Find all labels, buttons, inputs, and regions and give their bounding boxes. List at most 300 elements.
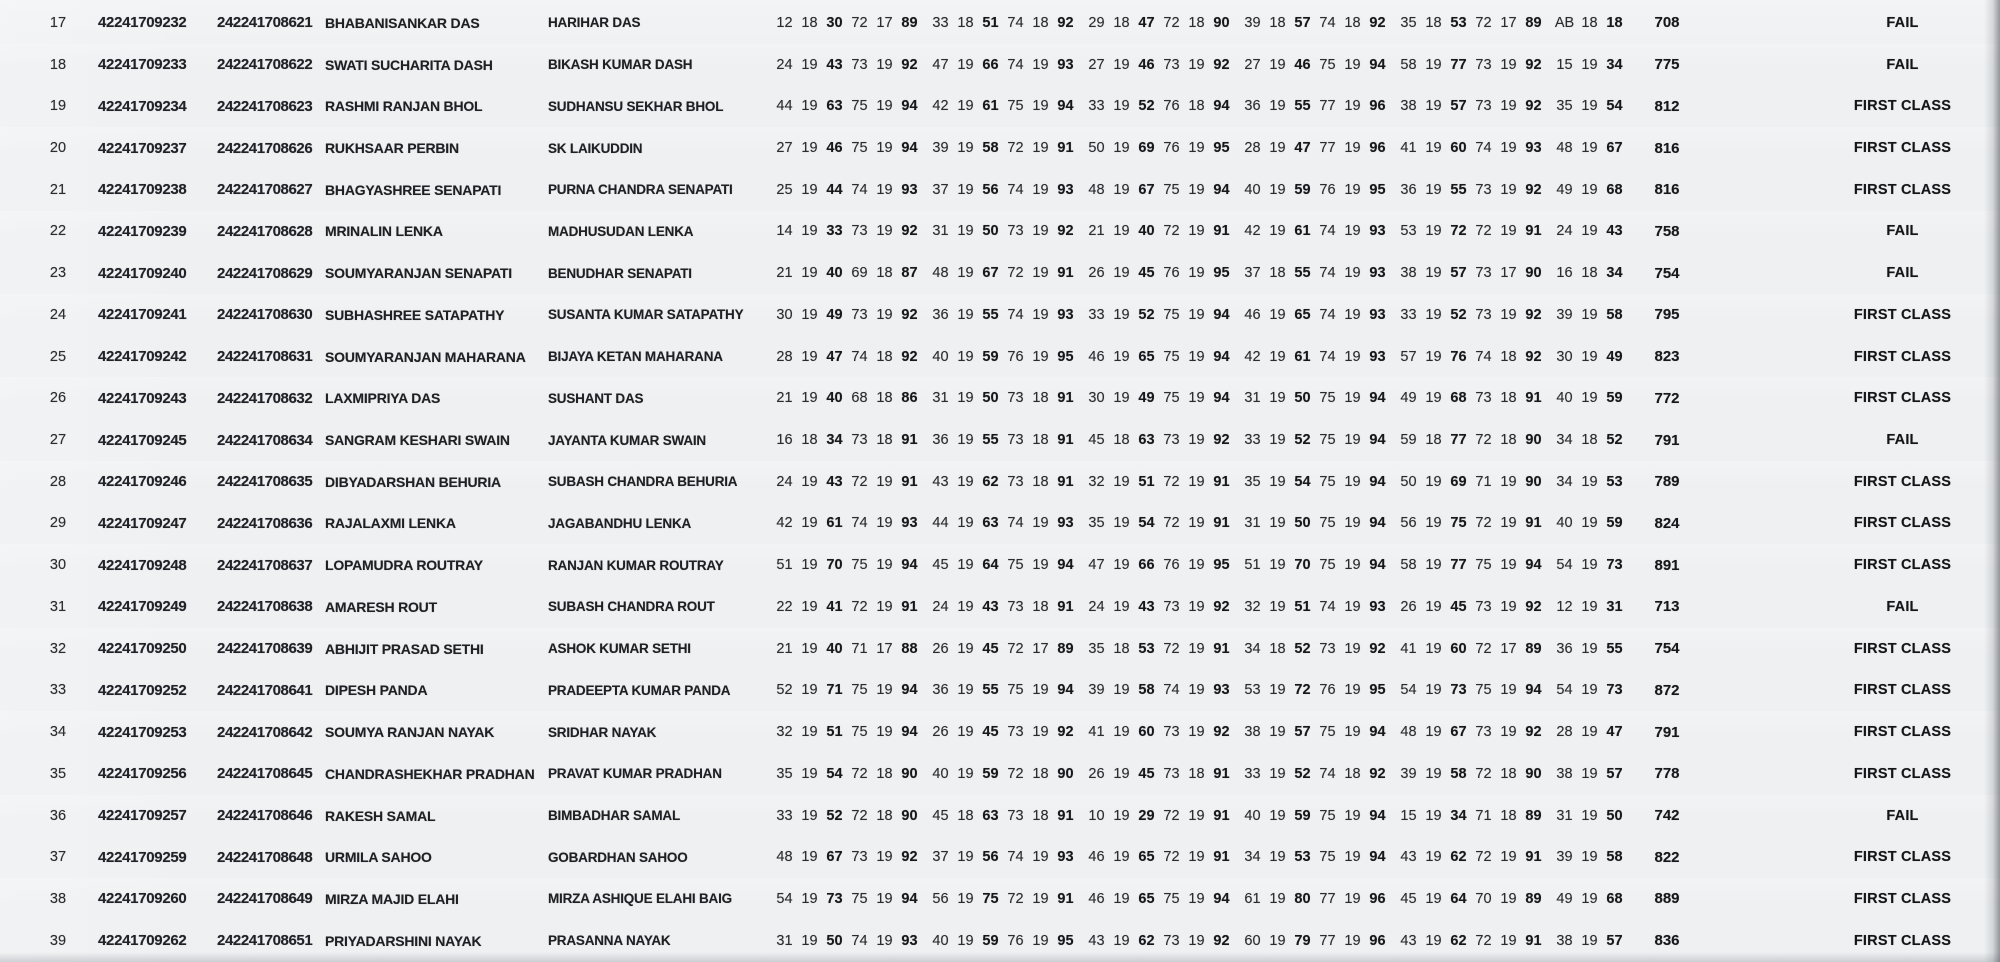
mark-cell: 19 — [1581, 724, 1598, 741]
mark-cell: 94 — [1213, 98, 1230, 115]
mark-cell: 50 — [982, 223, 999, 240]
mark-cell: 31 — [1556, 807, 1573, 824]
mark-cell: 74 — [1319, 348, 1336, 365]
serial-cell: 21 — [49, 181, 67, 198]
mark-cell: 95 — [1213, 557, 1230, 574]
mark-cell: 94 — [1057, 682, 1074, 699]
mark-cell: 77 — [1450, 56, 1467, 73]
mark-cell: 91 — [1213, 849, 1230, 866]
student-name-cell: RAKESH SAMAL — [325, 807, 436, 824]
mark-cell: 18 — [876, 265, 893, 282]
mark-cell: 96 — [1369, 932, 1386, 949]
mark-cell: 94 — [1369, 807, 1386, 824]
student-name-cell: SOUMYARANJAN MAHARANA — [325, 348, 526, 365]
mark-cell: 94 — [901, 682, 918, 699]
table-row — [0, 503, 2000, 545]
table-row — [0, 461, 2000, 503]
mark-cell: 19 — [876, 181, 893, 198]
mark-cell: 19 — [1581, 306, 1598, 323]
mark-cell: 19 — [1500, 56, 1517, 73]
serial-cell: 19 — [49, 98, 67, 115]
mark-cell: 31 — [1244, 390, 1261, 407]
mark-cell: 95 — [1213, 265, 1230, 282]
mark-cell: 92 — [1213, 932, 1230, 949]
mark-cell: 35 — [776, 765, 793, 782]
mark-cell: 75 — [1007, 98, 1024, 115]
mark-cell: 19 — [1425, 98, 1442, 115]
mark-cell: 94 — [901, 98, 918, 115]
mark-cell: 19 — [1344, 682, 1361, 699]
mark-cell: 17 — [1500, 265, 1517, 282]
mark-cell: 92 — [1213, 724, 1230, 741]
father-name-cell: SRIDHAR NAYAK — [548, 724, 657, 740]
mark-cell: 59 — [1294, 181, 1311, 198]
mark-cell: 94 — [1213, 181, 1230, 198]
mark-cell: 18 — [957, 807, 974, 824]
mark-cell: 49 — [1606, 348, 1623, 365]
father-name-cell: PRADEEPTA KUMAR PANDA — [548, 682, 731, 698]
mark-cell: 57 — [1606, 932, 1623, 949]
mark-cell: 39 — [1244, 14, 1261, 31]
mark-cell: 19 — [1581, 140, 1598, 157]
mark-cell: 72 — [1475, 223, 1492, 240]
student-name-cell: RAJALAXMI LENKA — [325, 515, 456, 532]
mark-cell: 19 — [1188, 473, 1205, 490]
mark-cell: 64 — [982, 557, 999, 574]
mark-cell: 12 — [1556, 598, 1573, 615]
regd-number-cell: 242241708631 — [217, 348, 313, 366]
mark-cell: 90 — [1525, 473, 1542, 490]
mark-cell: 19 — [876, 598, 893, 615]
mark-cell: 19 — [1425, 265, 1442, 282]
mark-cell: 59 — [982, 765, 999, 782]
result-cell: FAIL — [1886, 265, 1919, 282]
mark-cell: 24 — [1088, 598, 1105, 615]
mark-cell: 60 — [1450, 640, 1467, 657]
mark-cell: 19 — [1269, 724, 1286, 741]
mark-cell: 72 — [1163, 14, 1180, 31]
table-row — [0, 294, 2000, 336]
mark-cell: 19 — [1032, 515, 1049, 532]
mark-cell: 33 — [826, 223, 843, 240]
mark-cell: 19 — [1425, 306, 1442, 323]
mark-cell: 19 — [1188, 890, 1205, 907]
mark-cell: 91 — [1057, 390, 1074, 407]
marks-cells — [772, 223, 1627, 239]
father-name-cell: PRASANNA NAYAK — [548, 933, 671, 949]
mark-cell: 93 — [901, 181, 918, 198]
regd-number-cell: 242241708651 — [217, 932, 313, 950]
mark-cell: 75 — [1319, 473, 1336, 490]
mark-cell: 94 — [901, 557, 918, 574]
mark-cell: 45 — [932, 807, 949, 824]
mark-cell: 19 — [957, 432, 974, 449]
mark-cell: 47 — [1138, 14, 1155, 31]
mark-cell: 68 — [1606, 890, 1623, 907]
total-marks-cell: 824 — [1654, 514, 1680, 532]
mark-cell: 74 — [1475, 348, 1492, 365]
mark-cell: 73 — [1163, 432, 1180, 449]
mark-cell: 18 — [1425, 14, 1442, 31]
mark-cell: 19 — [1344, 598, 1361, 615]
mark-cell: 73 — [1007, 598, 1024, 615]
mark-cell: 18 — [1188, 765, 1205, 782]
mark-cell: 18 — [1269, 14, 1286, 31]
mark-cell: 68 — [1450, 390, 1467, 407]
mark-cell: 43 — [1400, 932, 1417, 949]
mark-cell: 65 — [1138, 890, 1155, 907]
result-cell: FAIL — [1886, 432, 1919, 449]
total-marks-cell: 791 — [1654, 723, 1680, 741]
father-name-cell: SUBASH CHANDRA ROUT — [548, 599, 715, 615]
mark-cell: 92 — [1525, 348, 1542, 365]
mark-cell: 19 — [1425, 682, 1442, 699]
regd-number-cell: 242241708626 — [217, 139, 313, 157]
mark-cell: 19 — [801, 890, 818, 907]
mark-cell: 19 — [1188, 223, 1205, 240]
mark-cell: 19 — [1344, 390, 1361, 407]
mark-cell: 75 — [1319, 515, 1336, 532]
mark-cell: 94 — [1213, 348, 1230, 365]
mark-cell: 18 — [876, 765, 893, 782]
mark-cell: 75 — [851, 890, 868, 907]
roll-number-cell: 42241709247 — [98, 514, 187, 532]
mark-cell: 60 — [1244, 932, 1261, 949]
serial-cell: 25 — [49, 348, 67, 365]
regd-number-cell: 242241708639 — [217, 640, 313, 658]
result-cell: FIRST CLASS — [1853, 724, 1952, 741]
father-name-cell: SUSHANT DAS — [548, 390, 644, 406]
mark-cell: 19 — [1032, 181, 1049, 198]
mark-cell: 79 — [1294, 932, 1311, 949]
marks-cells — [772, 933, 1627, 949]
mark-cell: 63 — [826, 98, 843, 115]
mark-cell: 91 — [1213, 515, 1230, 532]
mark-cell: 92 — [1213, 56, 1230, 73]
mark-cell: 37 — [932, 181, 949, 198]
mark-cell: 40 — [932, 348, 949, 365]
mark-cell: 41 — [1400, 640, 1417, 657]
mark-cell: 19 — [801, 140, 818, 157]
mark-cell: 57 — [1450, 98, 1467, 115]
mark-cell: 74 — [1319, 223, 1336, 240]
marks-cells — [772, 682, 1627, 698]
student-name-cell: BHABANISANKAR DAS — [325, 14, 480, 31]
mark-cell: 17 — [1032, 640, 1049, 657]
mark-cell: 18 — [1032, 432, 1049, 449]
mark-cell: 56 — [1400, 515, 1417, 532]
mark-cell: 89 — [901, 14, 918, 31]
mark-cell: 19 — [1581, 557, 1598, 574]
mark-cell: 32 — [1088, 473, 1105, 490]
mark-cell: 76 — [1007, 932, 1024, 949]
result-cell: FAIL — [1886, 56, 1919, 73]
mark-cell: 19 — [1344, 265, 1361, 282]
mark-cell: 93 — [1057, 515, 1074, 532]
mark-cell: 94 — [1369, 432, 1386, 449]
mark-cell: 90 — [1525, 265, 1542, 282]
mark-cell: 75 — [1319, 56, 1336, 73]
mark-cell: 19 — [1188, 515, 1205, 532]
table-row — [0, 670, 2000, 712]
serial-cell: 32 — [49, 640, 67, 657]
mark-cell: 75 — [1163, 181, 1180, 198]
mark-cell: 45 — [982, 640, 999, 657]
roll-number-cell: 42241709246 — [98, 473, 187, 491]
serial-cell: 30 — [49, 557, 67, 574]
mark-cell: 26 — [932, 724, 949, 741]
result-cell: FIRST CLASS — [1853, 98, 1952, 115]
mark-cell: 19 — [1425, 932, 1442, 949]
mark-cell: 39 — [1400, 765, 1417, 782]
mark-cell: 62 — [1138, 932, 1155, 949]
father-name-cell: JAGABANDHU LENKA — [548, 515, 692, 531]
result-cell: FIRST CLASS — [1853, 557, 1952, 574]
regd-number-cell: 242241708648 — [217, 848, 313, 866]
mark-cell: 73 — [1007, 473, 1024, 490]
mark-cell: 75 — [1007, 557, 1024, 574]
serial-cell: 28 — [49, 473, 67, 490]
mark-cell: 35 — [1244, 473, 1261, 490]
mark-cell: 91 — [1057, 265, 1074, 282]
mark-cell: 19 — [1269, 181, 1286, 198]
mark-cell: 74 — [1319, 598, 1336, 615]
mark-cell: 75 — [1319, 557, 1336, 574]
mark-cell: 34 — [1450, 807, 1467, 824]
mark-cell: 72 — [851, 598, 868, 615]
mark-cell: 91 — [1213, 473, 1230, 490]
mark-cell: 75 — [1163, 348, 1180, 365]
regd-number-cell: 242241708627 — [217, 181, 313, 199]
mark-cell: 43 — [1138, 598, 1155, 615]
mark-cell: 34 — [1556, 473, 1573, 490]
mark-cell: 19 — [1032, 140, 1049, 157]
mark-cell: 19 — [1032, 849, 1049, 866]
mark-cell: 19 — [1188, 932, 1205, 949]
mark-cell: 19 — [1344, 849, 1361, 866]
mark-cell: 19 — [1344, 348, 1361, 365]
mark-cell: 75 — [982, 890, 999, 907]
mark-cell: 19 — [1188, 724, 1205, 741]
mark-cell: 73 — [826, 890, 843, 907]
result-cell: FIRST CLASS — [1853, 390, 1952, 407]
total-marks-cell: 889 — [1654, 890, 1680, 908]
mark-cell: 30 — [826, 14, 843, 31]
mark-cell: 36 — [1400, 181, 1417, 198]
mark-cell: 94 — [1369, 557, 1386, 574]
mark-cell: 19 — [1581, 932, 1598, 949]
mark-cell: 76 — [1163, 140, 1180, 157]
father-name-cell: BIMBADHAR SAMAL — [548, 808, 680, 824]
mark-cell: 89 — [1525, 807, 1542, 824]
father-name-cell: PRAVAT KUMAR PRADHAN — [548, 766, 722, 782]
mark-cell: 67 — [1450, 724, 1467, 741]
mark-cell: 19 — [1425, 807, 1442, 824]
regd-number-cell: 242241708629 — [217, 264, 313, 282]
mark-cell: 48 — [776, 849, 793, 866]
table-row — [0, 252, 2000, 294]
mark-cell: 93 — [1369, 598, 1386, 615]
mark-cell: 19 — [1425, 348, 1442, 365]
mark-cell: 42 — [776, 515, 793, 532]
mark-cell: 18 — [957, 14, 974, 31]
mark-cell: 74 — [1007, 181, 1024, 198]
mark-cell: 31 — [1606, 598, 1623, 615]
serial-cell: 33 — [49, 682, 67, 699]
mark-cell: 92 — [901, 348, 918, 365]
roll-number-cell: 42241709262 — [98, 932, 187, 950]
mark-cell: 19 — [1581, 807, 1598, 824]
mark-cell: 19 — [1032, 56, 1049, 73]
mark-cell: 94 — [1213, 390, 1230, 407]
total-marks-cell: 791 — [1654, 431, 1680, 449]
mark-cell: 19 — [801, 598, 818, 615]
mark-cell: 43 — [1400, 849, 1417, 866]
serial-cell: 35 — [49, 765, 67, 782]
regd-number-cell: 242241708630 — [217, 306, 313, 324]
roll-number-cell: 42241709239 — [98, 222, 187, 240]
mark-cell: 19 — [1113, 390, 1130, 407]
mark-cell: 54 — [1138, 515, 1155, 532]
mark-cell: 86 — [901, 390, 918, 407]
mark-cell: 19 — [1500, 932, 1517, 949]
mark-cell: 72 — [1475, 849, 1492, 866]
mark-cell: 31 — [776, 932, 793, 949]
mark-cell: 73 — [1606, 682, 1623, 699]
mark-cell: 19 — [957, 515, 974, 532]
mark-cell: 22 — [776, 598, 793, 615]
mark-cell: 90 — [1525, 432, 1542, 449]
mark-cell: 19 — [1113, 181, 1130, 198]
total-marks-cell: 778 — [1654, 765, 1680, 783]
mark-cell: 90 — [901, 765, 918, 782]
mark-cell: 45 — [1138, 765, 1155, 782]
mark-cell: 18 — [1269, 265, 1286, 282]
mark-cell: 59 — [1606, 390, 1623, 407]
regd-number-cell: 242241708636 — [217, 514, 313, 532]
mark-cell: 73 — [1007, 223, 1024, 240]
mark-cell: 19 — [1581, 56, 1598, 73]
mark-cell: 19 — [1113, 473, 1130, 490]
mark-cell: 92 — [901, 223, 918, 240]
mark-cell: 14 — [776, 223, 793, 240]
serial-cell: 17 — [49, 14, 67, 31]
mark-cell: 73 — [1163, 724, 1180, 741]
mark-cell: 50 — [1294, 515, 1311, 532]
mark-cell: 56 — [982, 849, 999, 866]
mark-cell: 75 — [851, 557, 868, 574]
mark-cell: 45 — [1400, 890, 1417, 907]
mark-cell: 34 — [1244, 640, 1261, 657]
mark-cell: 19 — [876, 515, 893, 532]
mark-cell: 69 — [1138, 140, 1155, 157]
mark-cell: 58 — [1400, 56, 1417, 73]
mark-cell: 94 — [1369, 473, 1386, 490]
mark-cell: 57 — [1606, 765, 1623, 782]
mark-cell: 21 — [1088, 223, 1105, 240]
regd-number-cell: 242241708635 — [217, 473, 313, 491]
mark-cell: 76 — [1163, 557, 1180, 574]
mark-cell: 18 — [1581, 432, 1598, 449]
mark-cell: 67 — [982, 265, 999, 282]
mark-cell: 49 — [826, 306, 843, 323]
student-name-cell: BHAGYASHREE SENAPATI — [325, 181, 502, 198]
mark-cell: 57 — [1400, 348, 1417, 365]
mark-cell: 50 — [1294, 390, 1311, 407]
mark-cell: 96 — [1369, 140, 1386, 157]
mark-cell: 68 — [851, 390, 868, 407]
mark-cell: 19 — [1425, 515, 1442, 532]
mark-cell: 19 — [1269, 306, 1286, 323]
mark-cell: 73 — [1163, 598, 1180, 615]
mark-cell: 39 — [932, 140, 949, 157]
regd-number-cell: 242241708649 — [217, 890, 313, 908]
mark-cell: 52 — [1606, 432, 1623, 449]
mark-cell: 92 — [1369, 640, 1386, 657]
mark-cell: 73 — [1475, 598, 1492, 615]
roll-number-cell: 42241709245 — [98, 431, 187, 449]
mark-cell: 75 — [1475, 557, 1492, 574]
marks-cells — [772, 766, 1627, 782]
mark-cell: 19 — [876, 98, 893, 115]
student-name-cell: CHANDRASHEKHAR PRADHAN — [325, 765, 535, 782]
mark-cell: 19 — [1425, 765, 1442, 782]
mark-cell: 19 — [957, 140, 974, 157]
regd-number-cell: 242241708645 — [217, 765, 313, 783]
marks-cells — [772, 57, 1627, 73]
total-marks-cell: 823 — [1654, 348, 1680, 366]
mark-cell: 40 — [1556, 390, 1573, 407]
mark-cell: 48 — [1400, 724, 1417, 741]
marks-cells — [772, 98, 1627, 114]
mark-cell: 33 — [776, 807, 793, 824]
mark-cell: 19 — [1500, 140, 1517, 157]
mark-cell: 19 — [876, 306, 893, 323]
mark-cell: 41 — [1088, 724, 1105, 741]
mark-cell: 19 — [1500, 724, 1517, 741]
mark-cell: 15 — [1556, 56, 1573, 73]
mark-cell: 19 — [1425, 223, 1442, 240]
mark-cell: 58 — [1606, 306, 1623, 323]
mark-cell: 19 — [1269, 598, 1286, 615]
mark-cell: 19 — [1032, 223, 1049, 240]
mark-cell: 60 — [1138, 724, 1155, 741]
mark-cell: 17 — [1500, 640, 1517, 657]
mark-cell: 19 — [1500, 306, 1517, 323]
mark-cell: 19 — [957, 181, 974, 198]
mark-cell: 24 — [932, 598, 949, 615]
mark-cell: 19 — [801, 807, 818, 824]
mark-cell: 19 — [957, 640, 974, 657]
total-marks-cell: 708 — [1654, 14, 1680, 32]
mark-cell: 19 — [1425, 140, 1442, 157]
mark-cell: 77 — [1450, 557, 1467, 574]
mark-cell: 19 — [1113, 56, 1130, 73]
mark-cell: 58 — [1606, 849, 1623, 866]
mark-cell: 36 — [932, 306, 949, 323]
mark-cell: 74 — [1007, 849, 1024, 866]
mark-cell: 19 — [1113, 932, 1130, 949]
mark-cell: 19 — [957, 348, 974, 365]
mark-cell: 70 — [1475, 890, 1492, 907]
mark-cell: 45 — [1138, 265, 1155, 282]
mark-cell: 92 — [1057, 724, 1074, 741]
mark-cell: 92 — [901, 849, 918, 866]
mark-cell: 18 — [1500, 432, 1517, 449]
mark-cell: AB — [1554, 14, 1575, 31]
mark-cell: 73 — [1475, 181, 1492, 198]
mark-cell: 74 — [851, 932, 868, 949]
